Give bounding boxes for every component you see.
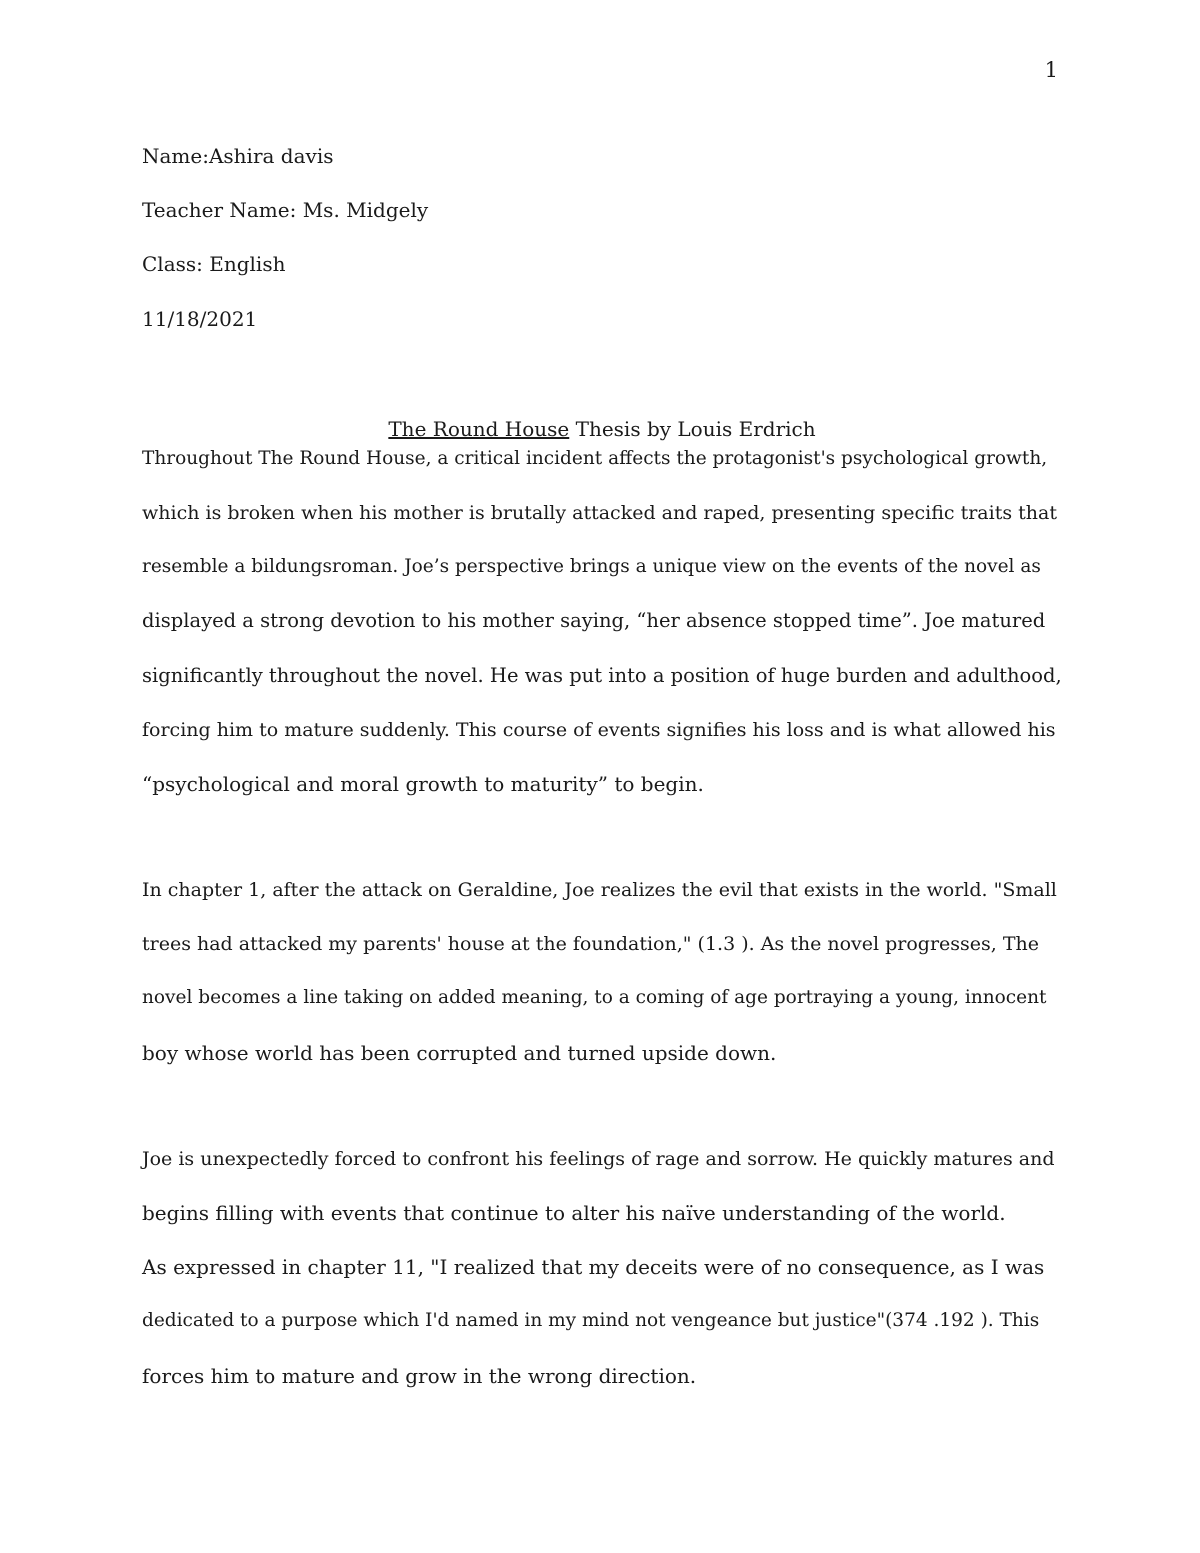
paragraph-2 — [142, 874, 1062, 1091]
paragraph-line: begins filling with events that continue to alter his naïve understanding of the world. — [142, 1201, 1006, 1225]
paragraph-line: dedicated to a purpose which I'd named in my mind not vengeance but justice"(374 .192 ). This — [142, 1310, 1040, 1332]
student-name: Name:Ashira davis — [142, 144, 334, 168]
paragraph-line: which is broken when his mother is brutally attacked and raped, presenting specific traits that — [142, 501, 1057, 524]
title-rest: Thesis by Louis Erdrich — [569, 416, 816, 441]
paragraph-line: “psychological and moral growth to maturity” to begin. — [142, 771, 704, 796]
essay-title — [142, 415, 1062, 443]
paragraph-line: As expressed in chapter 11, "I realized that my deceits were of no consequence, as I was — [142, 1255, 1045, 1280]
paragraph-line: novel becomes a line taking on added meaning, to a coming of age portraying a young, innocent — [142, 987, 1047, 1009]
teacher-name: Teacher Name: Ms. Midgely — [142, 198, 429, 223]
date: 11/18/2021 — [142, 306, 258, 331]
class-name: Class: English — [142, 252, 286, 277]
paragraph-line: Throughout The Round House, a critical incident affects the protagonist's psychological growth, — [142, 447, 1048, 469]
paragraph-3 — [142, 1143, 1062, 1414]
paragraph-line: boy whose world has been corrupted and turned upside down. — [142, 1040, 777, 1065]
paragraph-1 — [142, 443, 1062, 822]
paragraph-line: In chapter 1, after the attack on Geraldine, Joe realizes the evil that exists in the world. "Small — [142, 879, 1057, 902]
paragraph-line: forces him to mature and grow in the wrong direction. — [142, 1363, 697, 1388]
book-title: The Round House — [388, 416, 570, 441]
document-body — [142, 140, 1062, 1414]
page-number: 1 — [1044, 58, 1058, 82]
paragraph-line: resemble a bildungsroman. Joe’s perspective brings a unique view on the events of the novel as — [142, 556, 1041, 578]
paragraph-line: displayed a strong devotion to his mother saying, “her absence stopped time”. Joe matured — [142, 609, 1046, 633]
paragraph-line: forcing him to mature suddenly. This course of events signifies his loss and is what allowed his — [142, 718, 1056, 741]
paragraph-line: significantly throughout the novel. He was put into a position of huge burden and adulthood, — [142, 663, 1062, 687]
paragraph-line: Joe is unexpectedly forced to confront his feelings of rage and sorrow. He quickly matures and — [142, 1147, 1055, 1170]
paragraph-line: trees had attacked my parents' house at the foundation," (1.3 ). As the novel progresses, The — [142, 933, 1040, 956]
